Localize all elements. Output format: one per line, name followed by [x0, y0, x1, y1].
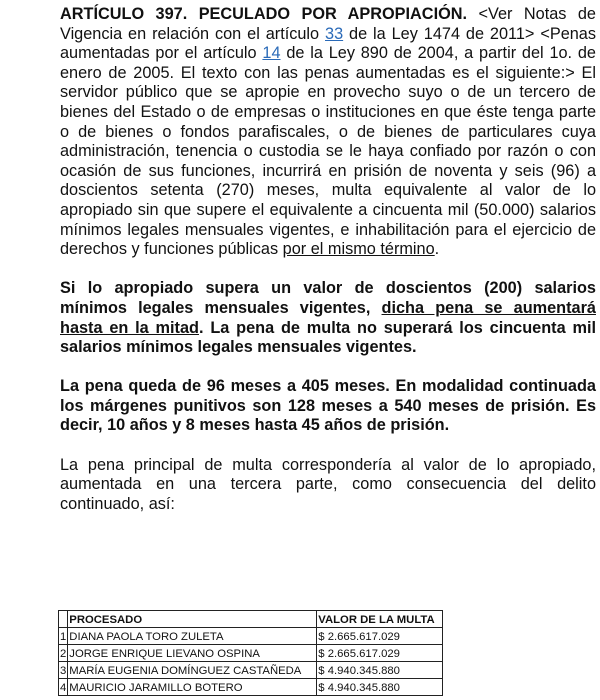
aggravation-text-b: . La pena de multa no superará los cincuenta mil salarios mínimos legales mensuales vigentes. — [60, 318, 596, 357]
article-text-a: <Ver Notas de Vigencia en relación con el artículo — [60, 5, 596, 43]
row-name: MARÍA EUGENIA DOMÍNGUEZ CASTAÑEDA — [68, 662, 317, 679]
fine-paragraph: La pena principal de multa correspondería al valor de lo apropiado, aumentada en una tercera parte, como consecuencia del delito continuado, así: — [60, 455, 596, 513]
row-name: JORGE ENRIQUE LIEVANO OSPINA — [68, 645, 317, 662]
row-value: $ 4.940.345.880 — [317, 662, 443, 679]
table-row — [59, 628, 443, 645]
row-value: $ 2.665.617.029 — [317, 645, 443, 662]
fines-table — [58, 610, 443, 696]
table-header-row — [59, 611, 443, 628]
table-row — [59, 679, 443, 696]
link-article-14[interactable]: 14 — [262, 44, 281, 63]
article-paragraph — [60, 5, 596, 260]
penalty-range-paragraph: La pena queda de 96 meses a 405 meses. En modalidad continuada los márgenes punitivos son 128 meses a 540 meses de prisión. Es decir, 10 años y 8 meses hasta 45 años de prisión. — [60, 377, 596, 435]
link-article-33[interactable]: 33 — [325, 24, 344, 43]
row-number: 4 — [59, 679, 68, 696]
document-body — [60, 5, 596, 514]
aggravation-paragraph — [60, 279, 596, 357]
table-row — [59, 645, 443, 662]
row-name: MAURICIO JARAMILLO BOTERO — [68, 679, 317, 696]
row-value: $ 4.940.345.880 — [317, 679, 443, 696]
article-underlined-end: por el mismo término — [282, 240, 435, 259]
header-num — [59, 611, 68, 628]
article-period: . — [434, 240, 440, 259]
aggravation-text-a: Si lo apropiado supera un valor de doscientos (200) salarios mínimos legales mensuales vigentes, — [60, 279, 596, 317]
row-value: $ 2.665.617.029 — [317, 628, 443, 645]
row-name: DIANA PAOLA TORO ZULETA — [68, 628, 317, 645]
header-procesado: PROCESADO — [68, 611, 317, 628]
article-text-b: de la Ley 1474 de 2011> <Penas aumentadas por el artículo — [60, 24, 596, 63]
row-number: 1 — [59, 628, 68, 645]
row-number: 2 — [59, 645, 68, 662]
article-text-c: de la Ley 890 de 2004, a partir del 1o. de enero de 2005. El texto con las penas aumentadas es el siguiente:> El servidor público que se apropie en provecho suyo o de un tercero de bienes del Estado o de empresas o instituciones en que éste tenga parte o de bienes o fondos parafiscales, o de bienes de particulares cuya administración, tenencia o custodia se le haya confiado por razón o con ocasión de sus funciones, incurrirá en prisión de noventa y seis (96) a doscientos setenta (270) meses, multa equivalente al valor de lo apropiado sin que supere el equivalente a cincuenta mil (50.000) salarios mínimos legales mensuales vigentes, e inhabilitación para el ejercicio de derechos y funciones públicas — [60, 44, 596, 259]
article-heading: ARTÍCULO 397. PECULADO POR APROPIACIÓN. — [60, 5, 468, 23]
row-number: 3 — [59, 662, 68, 679]
aggravation-underlined: dicha pena se aumentará hasta en la mitad — [60, 298, 596, 337]
header-valor-multa: VALOR DE LA MULTA — [317, 611, 443, 628]
table-row — [59, 662, 443, 679]
